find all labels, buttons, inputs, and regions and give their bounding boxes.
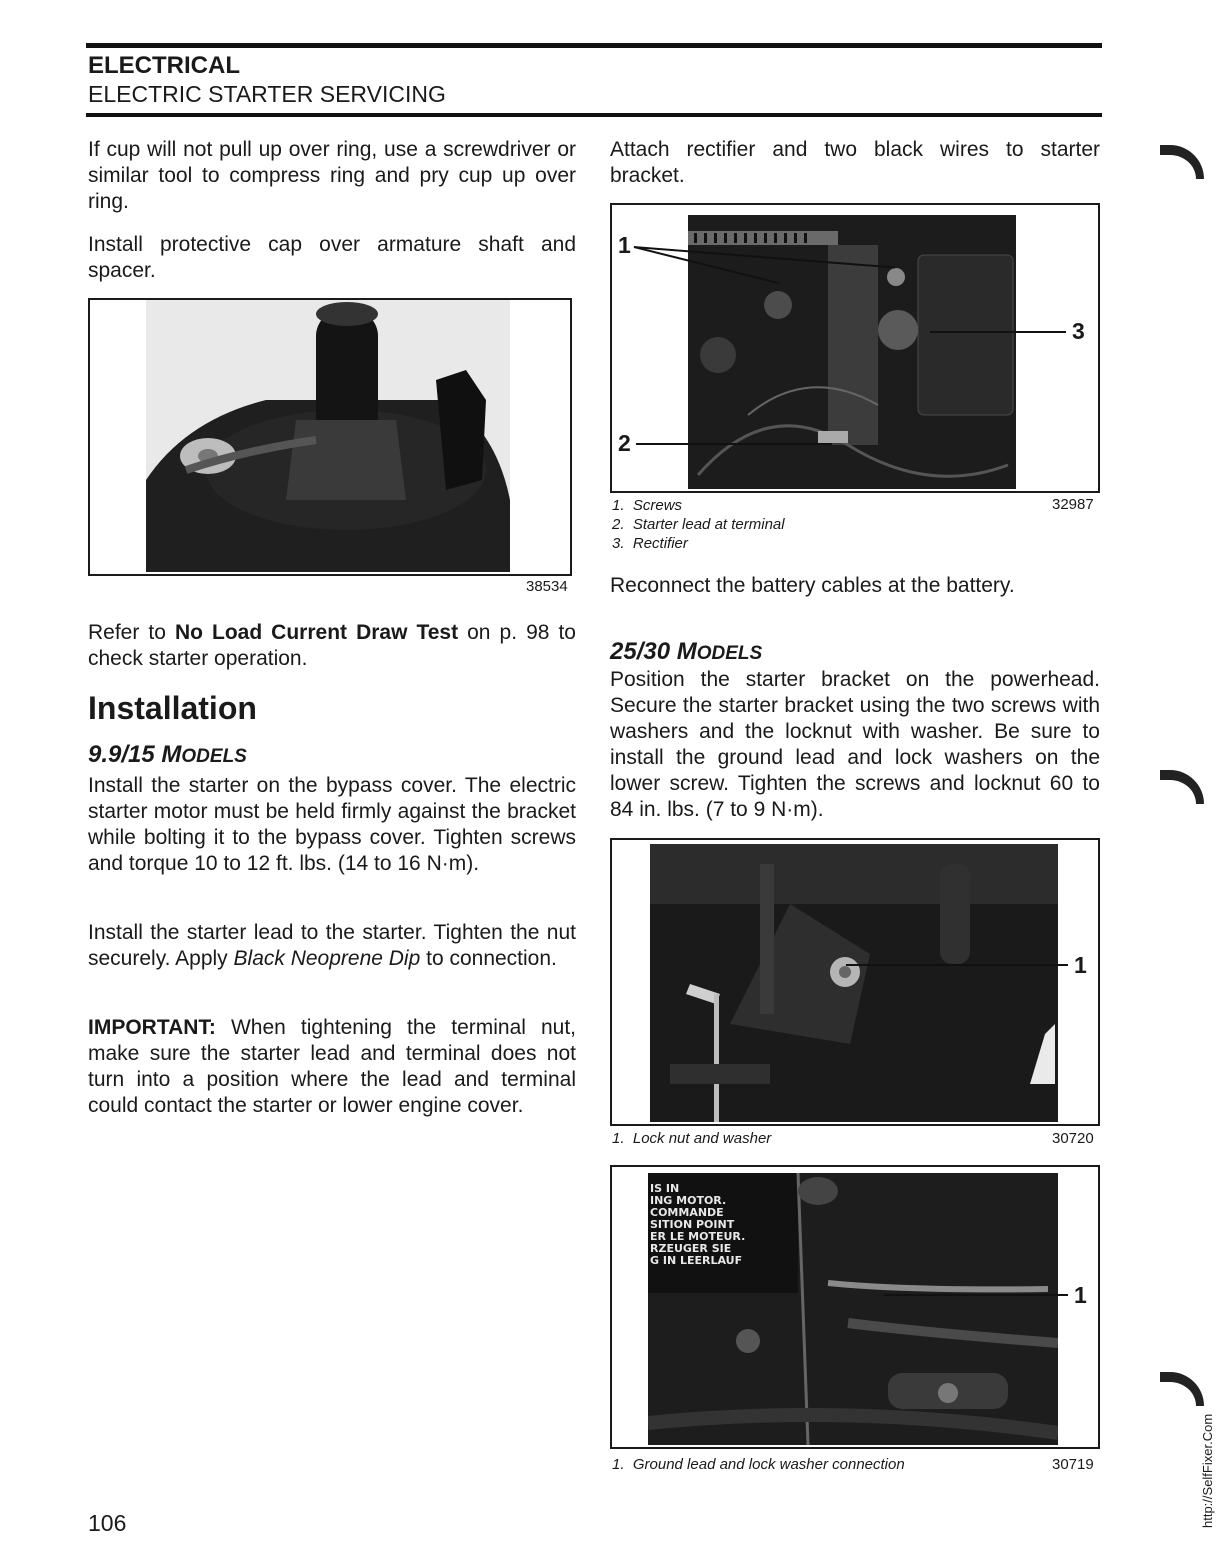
paragraph-position-bracket: Position the starter bracket on the powerhead. Secure the starter bracket using the two screws with washers and the locknut with washer. Be sure to install the ground lead and lock washers on the lower screw. Tighten the screws and locknut 60 to 84 in. lbs. (7 to 9 N·m). — [610, 668, 1100, 821]
ground-lead-photo — [648, 1173, 1058, 1445]
figure-ground-lead — [610, 1165, 1100, 1449]
paragraph-protective-cap: Install protective cap over armature shaft and spacer. — [88, 233, 576, 282]
leader-line — [846, 964, 1068, 966]
header-rule-top — [86, 43, 1102, 48]
figure-lock-nut — [610, 838, 1100, 1126]
figure-legend-lock-nut — [612, 1130, 771, 1147]
decal-line: IS IN — [650, 1182, 680, 1195]
heading-smallcaps: ODELS — [696, 643, 763, 664]
text-run: Refer to — [88, 621, 175, 644]
callout-2-starter-lead: 2 — [618, 430, 631, 456]
figure-legend-ground-lead — [612, 1456, 905, 1473]
page-number: 106 — [88, 1510, 127, 1536]
decal-line: COMMANDE — [650, 1206, 724, 1219]
leader-line — [636, 443, 832, 445]
legend-text: Lock nut and washer — [632, 1130, 772, 1147]
legend-text: Screws — [632, 497, 683, 514]
legend-text: Ground lead and lock washer connection — [632, 1456, 905, 1473]
decal-line: ING MOTOR. — [650, 1194, 727, 1207]
figure-rectifier — [610, 203, 1100, 493]
important-label: IMPORTANT: — [88, 1016, 216, 1039]
legend-num: 1. — [612, 1130, 625, 1147]
leader-line — [930, 331, 1066, 333]
warning-decal — [650, 1183, 745, 1267]
models-heading-9-9-15 — [88, 741, 247, 769]
legend-num: 3. — [612, 535, 625, 552]
callout-1-lock-nut: 1 — [1074, 952, 1087, 978]
paragraph-attach-rectifier: Attach rectifier and two black wires to starter bracket. — [610, 138, 1100, 187]
paragraph-no-load-test — [88, 620, 576, 672]
legend-text: Rectifier — [632, 535, 688, 552]
legend-num: 2. — [612, 516, 625, 533]
callout-1-ground-lead: 1 — [1074, 1282, 1087, 1308]
decal-line: G IN LEERLAUF — [650, 1254, 743, 1267]
test-reference: No Load Current Draw Test — [174, 621, 459, 644]
figure-number-30719: 30719 — [1052, 1456, 1094, 1473]
legend-num: 1. — [612, 497, 625, 514]
paragraph-starter-lead — [88, 920, 576, 972]
paragraph-reconnect-battery: Reconnect the battery cables at the battery. — [610, 574, 1015, 597]
legend-num: 1. — [612, 1456, 625, 1473]
subsection-title: ELECTRIC STARTER SERVICING — [88, 81, 446, 107]
heading-part: 9.9/15 M — [88, 741, 182, 768]
callout-3-rectifier: 3 — [1072, 318, 1085, 344]
binder-hole-mark — [1160, 770, 1204, 804]
leader-line — [884, 1294, 1068, 1296]
figure-starter-cap — [88, 298, 572, 576]
starter-cap-photo — [146, 300, 510, 572]
section-title: ELECTRICAL — [88, 52, 240, 79]
binder-hole-mark — [1160, 145, 1204, 179]
legend-text: Starter lead at terminal — [632, 516, 785, 533]
figure-number-38534: 38534 — [526, 578, 568, 595]
decal-line: ER LE MOTEUR. — [650, 1230, 746, 1243]
callout-1-screws: 1 — [618, 232, 631, 258]
decal-line: SITION POINT — [650, 1218, 735, 1231]
models-heading-25-30 — [610, 638, 762, 666]
text-run: on p. 98 to check starter operation. — [88, 621, 576, 670]
heading-smallcaps: ODELS — [181, 746, 247, 767]
header-rule-bottom — [86, 113, 1102, 117]
product-name: Black Neoprene Dip — [233, 947, 421, 970]
lock-nut-photo — [650, 844, 1058, 1122]
figure-number-32987: 32987 — [1052, 496, 1094, 513]
text-run: to connection. — [420, 947, 557, 970]
figure-legend-rectifier — [612, 496, 785, 553]
paragraph-important — [88, 1015, 576, 1119]
paragraph-install-starter: Install the starter on the bypass cover. The electric starter motor must be held firmly against the bracket while bolting it to the bypass cover. Tighten screws and torque 10 to 12 ft. lbs. (14 to 16 N·m). — [88, 774, 576, 875]
figure-number-30720: 30720 — [1052, 1130, 1094, 1147]
paragraph-cup-ring: If cup will not pull up over ring, use a screwdriver or similar tool to compress ring and pry cup up over ring. — [88, 138, 576, 213]
text-run: Install the starter lead to the starter. Tighten the nut securely. Apply — [88, 921, 576, 970]
text-run: When tightening the terminal nut, make sure the starter lead and terminal does not turn into a position where the lead and terminal could contact the starter or lower engine cover. — [88, 1016, 576, 1117]
installation-heading: Installation — [88, 690, 257, 726]
decal-line: RZEUGER SIE — [650, 1242, 732, 1255]
lock-nut-illustration — [650, 844, 1058, 1122]
binder-hole-mark — [1160, 1372, 1204, 1406]
heading-part: 25/30 M — [610, 638, 697, 665]
side-watermark-url: http://SelfFixer.Com — [1200, 1413, 1215, 1528]
starter-cap-illustration — [146, 300, 510, 572]
